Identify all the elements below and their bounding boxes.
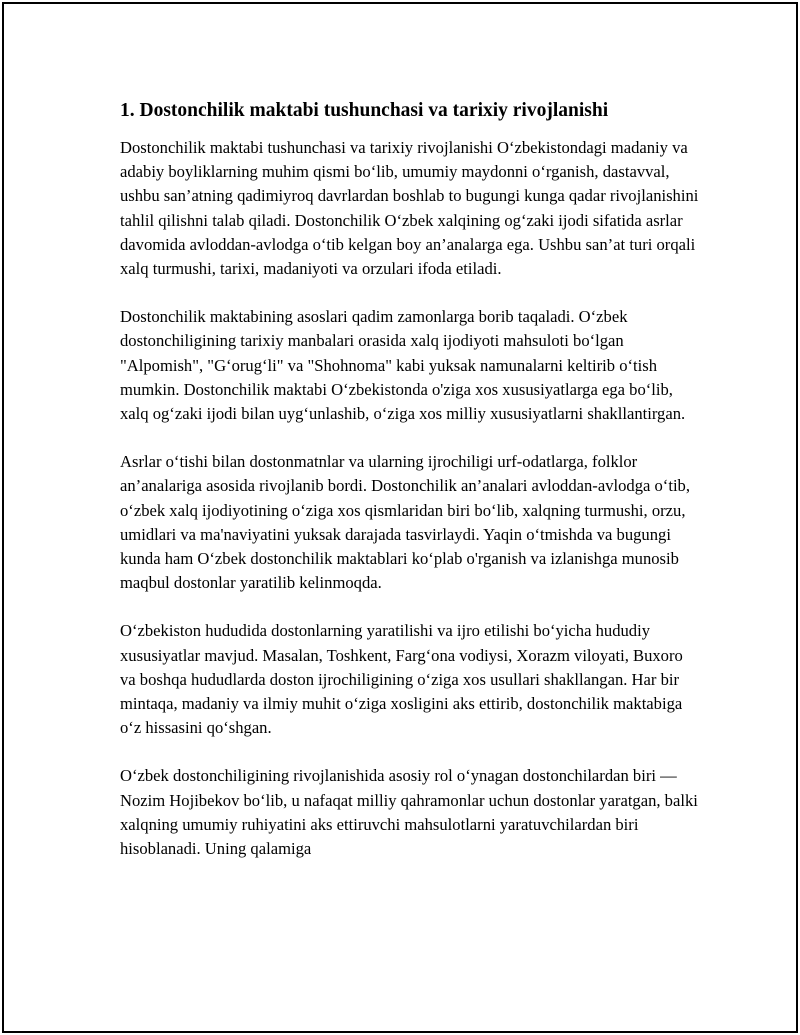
section-heading: 1. Dostonchilik maktabi tushunchasi va tarixiy rivojlanishi xyxy=(120,100,609,121)
paragraph-4: O‘zbekiston hududida dostonlarning yaratilishi va ijro etilishi bo‘yicha hududiy xususiyatlar mavjud. Masalan, Toshkent, Farg‘ona vodiysi, Xorazm viloyati, Buxoro va boshqa hududlarda doston ijrochiligining o‘ziga xos usullari shakllangan. Har bir mintaqa, madaniy va ilmiy muhit o‘ziga xosligini aks ettirib, dostonchilik maktabiga o‘z hissasini qo‘shgan. xyxy=(120,621,683,738)
paragraph-5: O‘zbek dostonchiligining rivojlanishida asosiy rol o‘ynagan dostonchilardan biri — Nozim Hojibekov bo‘lib, u nafaqat milliy qahramonlar uchun dostonlar yaratgan, balki xalqning umumiy ruhiyatini aks ettiruvchi mahsulotlarni yaratuvchilardan biri hisoblanadi. Uning qalamiga xyxy=(120,766,698,859)
document-body xyxy=(120,98,700,885)
paragraph-3: Asrlar o‘tishi bilan dostonmatnlar va ularning ijrochiligi urf-odatlarga, folklor an’analariga asosida rivojlanib bordi. Dostonchilik an’analari avloddan-avlodga o‘tib, o‘zbek xalq ijodiyotining o‘ziga xos qismlaridan biri bo‘lib, xalqning turmushi, orzu, umidlari va ma'naviyatini yuksak darajada tasvirlaydi. Yaqin o‘tmishda va bugungi kunda ham O‘zbek dostonchilik maktablari ko‘plab o'rganish va izlanishga munosib maqbul dostonlar yaratilib kelinmoqda. xyxy=(120,452,690,593)
page-frame xyxy=(2,2,798,1033)
paragraph-2: Dostonchilik maktabining asoslari qadim zamonlarga borib taqaladi. O‘zbek dostonchiligining tarixiy manbalari orasida xalq ijodiyoti mahsuloti bo‘lgan "Alpomish", "G‘orug‘li" va "Shohnoma" kabi yuksak namunalarni keltirib o‘tish mumkin. Dostonchilik maktabi O‘zbekistonda o'ziga xos xususiyatlarga ega bo‘lib, xalq og‘zaki ijodi bilan uyg‘unlashib, o‘ziga xos milliy xususiyatlarni shakllantirgan. xyxy=(120,307,686,424)
paragraph-1: Dostonchilik maktabi tushunchasi va tarixiy rivojlanishi O‘zbekistondagi madaniy va adabiy boyliklarning muhim qismi bo‘lib, umumiy maydonni o‘rganish, dastavval, ushbu san’atning qadimiyroq davrlardan boshlab to bugungi kunga qadar rivojlanishini tahlil qilishni talab qiladi. Dostonchilik O‘zbek xalqining og‘zaki ijodi sifatida asrlar davomida avloddan-avlodga o‘tib kelgan boy an’analarga ega. Ushbu san’at turi orqali xalq turmushi, tarixi, madaniyoti va orzulari ifoda etiladi. xyxy=(120,138,699,279)
